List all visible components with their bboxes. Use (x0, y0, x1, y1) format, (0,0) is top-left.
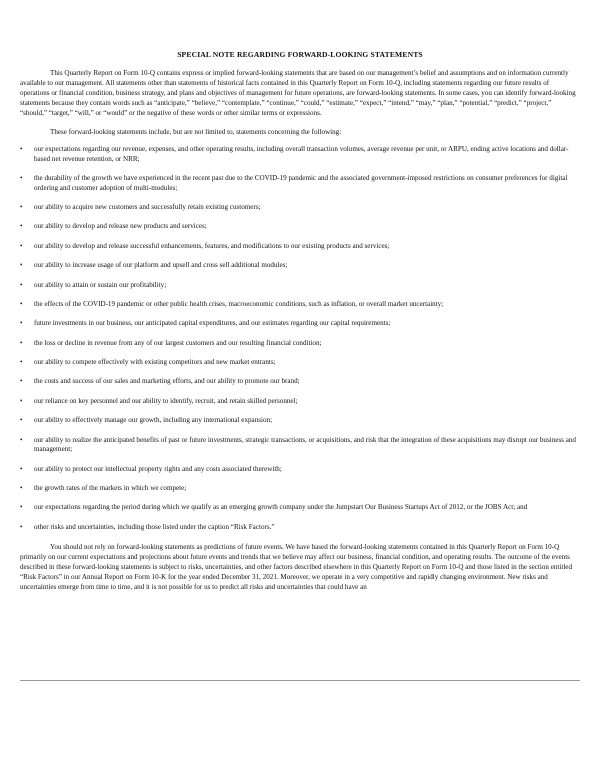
list-item-text: our ability to develop and release successful enhancements, features, and modifications to our existing products and services; (34, 241, 390, 250)
bullet-icon: • (20, 416, 23, 425)
list-item-text: our ability to increase usage of our platform and upsell and cross sell additional modules; (34, 261, 288, 270)
page-title: SPECIAL NOTE REGARDING FORWARD-LOOKING STATEMENTS (177, 50, 423, 59)
list-item-text: our ability to develop and release new products and services; (34, 222, 207, 231)
bullet-icon: • (20, 464, 23, 473)
bullet-icon: • (20, 377, 23, 386)
closing-paragraph: You should not rely on forward-looking statements as predictions of future events. We have based the forward-looking statements contained in this Quarterly Report on Form 10-Q primarily on our current expectations and projections about future events and trends that we believe may affect our business, financial condition, and operating results. The outcome of the events described in these forward-looking statements is subject to risks, uncertainties, and other factors described elsewhere in this Quarterly Report on Form 10-Q and those listed in the section entitled “Risk Factors” in our Annual Report on Form 10-K for the year ended December 31, 2021. Moreover, we operate in a very competitive and rapidly changing environment. New risks and uncertainties emerge from time to time, and it is not possible for us to predict all risks and uncertainties that could have an (20, 543, 572, 592)
list-item-text: the loss or decline in revenue from any of our largest customers and our resulting financial condition; (34, 338, 322, 347)
list-item-text: our ability to effectively manage our growth, including any international expansion; (34, 416, 273, 425)
bullet-icon: • (20, 435, 23, 444)
list-item-text: our ability to compete effectively with existing competitors and new market entrants; (34, 358, 276, 367)
list-item-text: the costs and success of our sales and marketing efforts, and our ability to promote our brand; (34, 377, 300, 386)
list-item (20, 377, 580, 387)
list-item (20, 203, 580, 213)
list-item-text: the durability of the growth we have experienced in the recent past due to the COVID-19 pandemic and the associated government-imposed restrictions on consumer preferences for digital ordering and customer adoption of multi-modules; (34, 173, 568, 192)
list-item (20, 416, 580, 426)
bullet-icon: • (20, 522, 23, 531)
list-item (20, 281, 580, 291)
list-item (20, 319, 580, 329)
list-item (20, 523, 580, 533)
bullet-icon: • (20, 338, 23, 347)
list-item-text: our ability to protect our intellectual property rights and any costs associated therewith; (34, 464, 282, 473)
document-page (20, 50, 580, 592)
bullet-icon: • (20, 173, 23, 182)
list-item (20, 145, 580, 164)
list-item-text: our expectations regarding the period during which we qualify as an emerging growth company under the Jumpstart Our Business Startups Act of 2012, or the JOBS Act; and (34, 503, 528, 512)
list-item-text: future investments in our business, our anticipated capital expenditures, and our estimates regarding our capital requirements; (34, 319, 391, 328)
bullet-icon: • (20, 484, 23, 493)
lead-in-paragraph: These forward-looking statements include, but are not limited to, statements concerning the following: (50, 128, 342, 136)
bullet-icon: • (20, 319, 23, 328)
bullet-icon: • (20, 396, 23, 405)
list-item (20, 174, 580, 193)
bullet-icon: • (20, 202, 23, 211)
list-item (20, 503, 580, 513)
list-item-text: our expectations regarding our revenue, expenses, and other operating results, including overall transaction volumes, average revenue per unit, or ARPU, ending active locations and dollar-based net revenue retention, or NRR; (34, 145, 569, 163)
page-divider (20, 680, 580, 681)
list-item-text: our ability to attain or sustain our profitability; (34, 280, 167, 289)
bullet-icon: • (20, 222, 23, 231)
list-item (20, 222, 580, 232)
list-item-text: the growth rates of the markets in which we compete; (34, 484, 187, 493)
list-item (20, 261, 580, 271)
list-item-text: our ability to realize the anticipated benefits of past or future investments, strategic transactions, or acquisitions, and risk that the integration of these acquisitions may disrupt our business and management; (34, 435, 576, 454)
list-item (20, 339, 580, 349)
intro-paragraph: This Quarterly Report on Form 10-Q contains express or implied forward-looking statements that are based on our management’s belief and assumptions and on information currently available to our management. All statements other than statements of historical facts contained in this Quarterly Report on Form 10-Q, including statements regarding our future results of operations or financial condition, business strategy, and plans and objectives of management for future operations, are forward-looking statements. In some cases, you can identify forward-looking statements because they contain words such as “anticipate,” “believe,” “contemplate,” “continue,” “could,” “estimate,” “expect,” “intend,” “may,” “plan,” “potential,” “predict,” “project,” “should,” “target,” “will,” or “would” or the negative of these words or other similar terms or expressions. (20, 69, 576, 117)
bullet-icon: • (20, 261, 23, 270)
list-item (20, 484, 580, 494)
bullet-icon: • (20, 358, 23, 367)
bullet-icon: • (20, 299, 23, 308)
bullet-icon: • (20, 145, 23, 153)
list-item (20, 436, 580, 455)
bullet-icon: • (20, 503, 23, 512)
list-item-text: our reliance on key personnel and our ability to identify, recruit, and retain skilled personnel; (34, 396, 298, 405)
list-item (20, 358, 580, 368)
list-item-text: other risks and uncertainties, including those listed under the caption “Risk Factors.” (34, 522, 275, 531)
list-item-text: the effects of the COVID-19 pandemic or other public health crises, macroeconomic conditions, such as inflation, or overall market uncertainty; (34, 299, 444, 308)
bullet-list (20, 145, 580, 532)
list-item (20, 242, 580, 252)
list-item (20, 465, 580, 475)
bullet-icon: • (20, 280, 23, 289)
list-item-text: our ability to acquire new customers and successfully retain existing customers; (34, 202, 261, 211)
list-item (20, 300, 580, 310)
list-item (20, 397, 580, 407)
bullet-icon: • (20, 241, 23, 250)
